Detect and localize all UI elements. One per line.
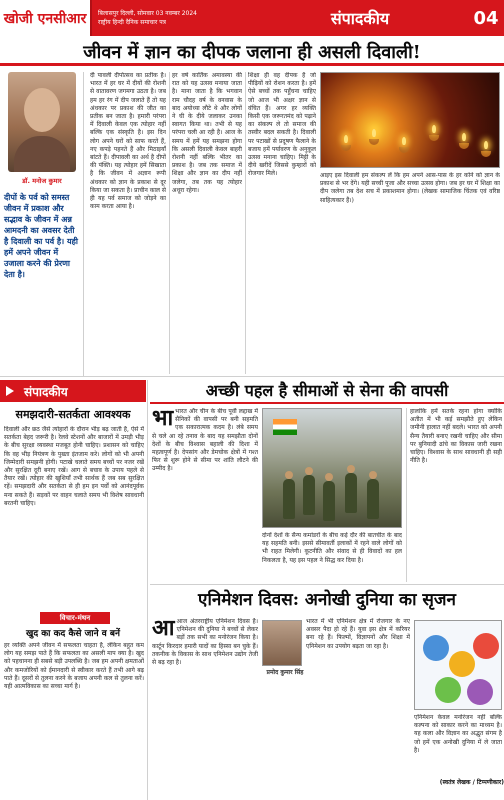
editorial-text: दिवाली और छठ जैसे त्योहारों के दौरान भीड़ बढ़ जाती है, ऐसे में सतर्कता बेहद जरूरी है। रेलवे स्टेशनों और बाजारों में उमड़ी भीड़ के बीच सुरक्षा व्यवस्था मजबूत होनी चाहिए। प्रशासन को चाहिए कि वह भीड़ नियंत्रण के पुख्ता इंतजाम करे। लोगों को भी अपनी जिम्मेदारी समझनी होगी। पटाखे चलाते समय बच्चों पर नजर रखें और सुरक्षित दूरी बनाए रखें। आग से बचाव के उपाय पहले से तैयार रखें। त्योहार की खुशियाँ तभी सार्थक हैं जब सब सुरक्षित रहें। समझदारी और सतर्कता से ही हम इन पर्वों को आनंदपूर्वक मना सकते हैं। सड़कों पर वाहन चलाते समय भी विशेष सावधानी बरतनी चाहिए। [4, 426, 144, 507]
lead-body-4: आइए इस दिवाली हम संकल्प लें कि हम अपने आस-पास के हर कोने को ज्ञान के प्रकाश से भर देंगे। यही सच्ची पूजा और सच्चा उत्सव होगा। जब हर घर में शिक्षा का दीप जलेगा तब देश सच में प्रकाशमान होगा। (लेखक सामाजिक चिंतक एवं वरिष्ठ साहित्यकार हैं।) [320, 172, 500, 204]
army-col-3 [410, 408, 502, 580]
masthead [0, 0, 504, 36]
author-column [0, 72, 84, 376]
section-title: संपादकीय [330, 9, 390, 28]
army-body-3: हालांकि हमें सतर्क रहना होगा क्योंकि अतीत में भी कई समझौते हुए लेकिन जमीनी हालात नहीं बदले। भारत को अपनी सैन्य तैयारी बनाए रखनी चाहिए और सीमा पर बुनियादी ढांचे का विकास जारी रखना चाहिए। विश्वास के साथ सावधानी ही सही नीति है। [410, 408, 502, 465]
writer-name: प्रमोद कुमार सिंह [266, 669, 304, 676]
column-divider [169, 72, 170, 374]
author-name: डॉ. मनोज कुमार [22, 177, 62, 185]
animation-col-3 [414, 714, 502, 776]
flag-icon [273, 419, 297, 435]
army-headline [150, 378, 504, 404]
animation-body-3: एनिमेशन केवल मनोरंजन नहीं बल्कि कल्पना को साकार करने का माध्यम है। यह कला और विज्ञान का अद्भुत संगम है जो हमें एक अनोखी दुनिया में ले जाता है। [414, 714, 502, 754]
lead-article-col-3 [248, 72, 316, 374]
army-soldiers-photo [262, 408, 402, 528]
column-divider [245, 72, 246, 374]
animation-col-2 [306, 618, 410, 798]
masthead-tagline: राष्ट्रीय हिन्दी दैनिक समाचार पत्र [98, 19, 166, 26]
column-divider [147, 380, 148, 800]
lead-body-2: हर वर्ष कार्तिक अमावस्या की रात को यह उत्सव मनाया जाता है। माना जाता है कि भगवान राम चौदह वर्ष के वनवास के बाद अयोध्या लौटे थे और लोगों ने घी के दीये जलाकर उनका स्वागत किया था। तभी से यह परंपरा चली आ रही है। आज के समय में हमें यह समझना होगा कि असली दिवाली केवल बाहरी रोशनी नहीं बल्कि भीतर का प्रकाश है। जब तक समाज में शिक्षा और ज्ञान का दीप नहीं जलेगा, तब तक यह त्योहार अधूरा रहेगा। [172, 72, 242, 194]
army-col-1 [152, 408, 258, 580]
army-headline-text: अच्छी पहल है सीमाओं से सेना की वापसी [205, 381, 449, 400]
animation-col-2b [262, 680, 302, 798]
masthead-meta [92, 9, 252, 27]
arrow-icon [6, 386, 14, 396]
section-divider [0, 376, 504, 377]
lead-headline [0, 40, 504, 66]
animation-body-1: आज अंतरराष्ट्रीय एनिमेशन दिवस है। एनिमेशन की दुनिया ने बच्चों से लेकर बड़ों तक सभी का मनोरंजन किया है। कार्टून किरदार हमारी यादों का हिस्सा बन चुके हैं। तकनीक के विकास के साथ एनिमेशन उद्योग तेजी से बढ़ रहा है। [152, 618, 258, 667]
army-body-1: भारत और चीन के बीच पूर्वी लद्दाख में सैनिकों की वापसी पर बनी सहमति एक सकारात्मक कदम है। लंबे समय से चले आ रहे तनाव के बाद यह समझौता दोनों देशों के बीच विश्वास बहाली की दिशा में महत्वपूर्ण है। देपसांग और डेमचोक क्षेत्रों में गश्त फिर से शुरू होने से सीमा पर शांति लौटने की उम्मीद है। [152, 408, 258, 473]
pullquote: दीपों के पर्व को समस्त जीवन में प्रकाश और सद्भाव के जीवन में अन्न आमदनी का अवसर देती है दिवाली का पर्व है। यही हमें अपने जीवन में उजाला करने की प्रेरणा देता है। [4, 192, 78, 279]
lead-body-1: दी पावली दीपोत्सव का प्रतीक है। भारत में हर घर में दीयों की रोशनी से वातावरण जगमगा उठता है। जब हम हर रंग में दीप जलाते हैं तो यह अंधकार पर प्रकाश की जीत का प्रतीक बन जाता है। हमारी परंपरा में दिवाली केवल एक त्योहार नहीं बल्कि एक संस्कृति है। इस दिन लोग अपने घरों को साफ करते हैं, नए कपड़े पहनते हैं और मिठाइयाँ बांटते हैं। दीपावली का अर्थ है दीपों की पंक्ति। यह त्योहार हमें सिखाता है कि जीवन में अज्ञान रूपी अंधकार को ज्ञान के प्रकाश से दूर किया जा सकता है। प्राचीन काल से ही यह पर्व समाज को जोड़ने का काम करता आया है। [90, 72, 166, 211]
cartoon-characters-image [414, 620, 502, 710]
author-photo [8, 72, 76, 172]
column-divider [406, 408, 407, 582]
page-number: 04 [473, 7, 499, 29]
diwali-lamps-photo [320, 72, 500, 168]
dropcap: भा [152, 408, 174, 431]
lead-headline-text: जीवन में ज्ञान का दीपक जलाना ही असली दिवाली! [83, 41, 421, 63]
animation-headline [150, 584, 504, 612]
opinion-tag: विचार-मंथन [40, 612, 110, 624]
animation-col-1 [152, 618, 258, 798]
animation-headline-text: एनिमेशन दिवस: अनोखी दुनिया का सृजन [198, 590, 456, 610]
editorial-tag-label: संपादकीय [24, 384, 68, 399]
writer-photo [262, 620, 302, 666]
animation-body-2: भारत में भी एनिमेशन क्षेत्र में रोजगार के नए अवसर पैदा हो रहे हैं। युवा इस क्षेत्र में करियर बना रहे हैं। फिल्मों, विज्ञापनों और शिक्षा में एनिमेशन का उपयोग बढ़ता जा रहा है। [306, 618, 410, 650]
army-col-2 [262, 532, 402, 580]
lead-article-col-2 [172, 72, 242, 374]
editorial-tag [0, 380, 146, 402]
masthead-date: बिलासपुर दिल्ली, सोमवार 03 नवम्बर 2024 [98, 10, 197, 17]
army-body-2: दोनों देशों के सैन्य कमांडरों के बीच कई दौर की बातचीत के बाद यह सहमति बनी। इससे सीमावर्ती इलाकों में रहने वाले लोगों को भी राहत मिलेगी। कूटनीति और संवाद से ही विवादों का हल निकलता है, यह इस पहल ने सिद्ध कर दिया है। [262, 532, 402, 564]
lead-article-col-4 [320, 172, 500, 374]
opinion-body [4, 642, 144, 798]
editorial-body [4, 426, 144, 608]
animation-byline: (स्वतंत्र लेखक / टिप्पणीकार) [439, 779, 504, 786]
newspaper-brand: खोजी एनसीआर [0, 0, 92, 36]
lead-article-col-1 [90, 72, 166, 374]
dropcap: आ [152, 618, 175, 641]
lead-body-3: शिक्षा ही वह दीपक है जो पीढ़ियों को रोशन करता है। हमें ऐसे बच्चों तक पहुँचना चाहिए जो आज भी अक्षर ज्ञान से वंचित हैं। अगर हर व्यक्ति किसी एक जरूरतमंद को पढ़ाने का संकल्प ले तो समाज की तस्वीर बदल सकती है। दिवाली पर पटाखों से प्रदूषण फैलाने के बजाय हमें पर्यावरण के अनुकूल उत्सव मनाना चाहिए। मिट्टी के दीये खरीदें जिससे कुम्हारों को रोजगार मिले। [248, 72, 316, 178]
opinion-headline: खुद का कद कैसे जाने व बनें [25, 629, 120, 639]
opinion-text: हर व्यक्ति अपने जीवन में सफलता चाहता है, लेकिन बहुत कम लोग यह समझ पाते हैं कि सफलता का असली माप क्या है। खुद को पहचानना ही सबसे बड़ी उपलब्धि है। जब हम अपनी क्षमताओं और कमजोरियों को ईमानदारी से स्वीकार करते हैं तभी आगे बढ़ पाते हैं। दूसरों से तुलना करने के बजाय अपनी कल से तुलना करें। यही आत्मविकास का सच्चा मार्ग है। [4, 642, 144, 691]
editorial-headline: समझदारी-सतर्कता आवश्यक [15, 407, 131, 421]
